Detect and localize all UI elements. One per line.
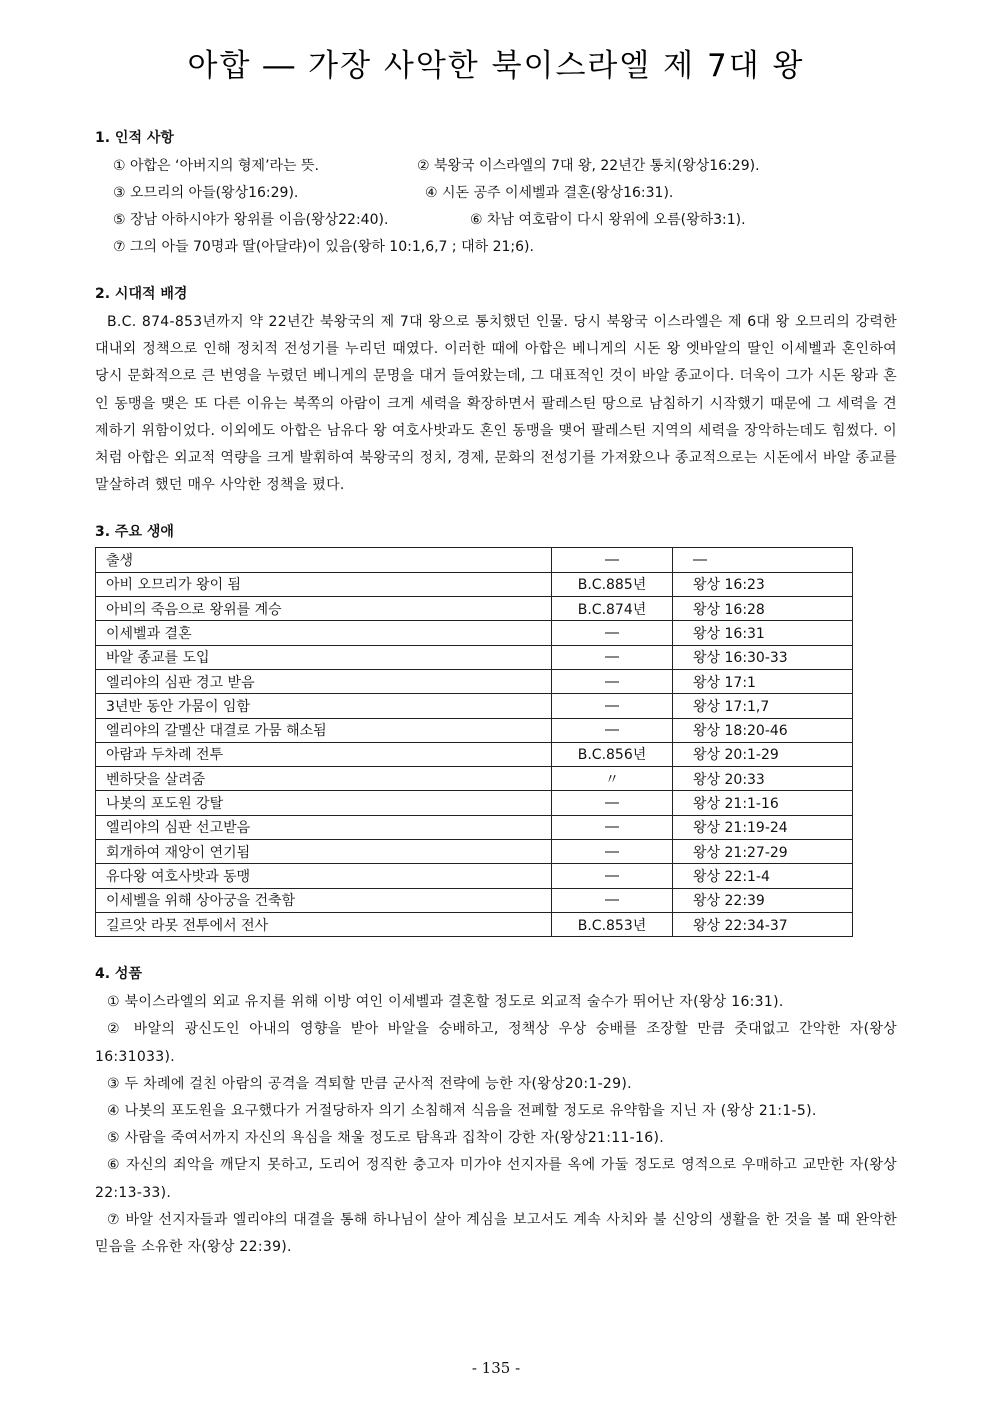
table-row	[96, 791, 853, 815]
event-cell: 아람과 두차례 전투	[96, 742, 552, 766]
table-row	[96, 742, 853, 766]
reference-cell: 왕상 22:39	[673, 888, 853, 912]
character-item: ⑥ 자신의 죄악을 깨닫지 못하고, 도리어 정직한 충고자 미가야 선지자를 옥에 가둘 정도로 영적으로 우매하고 교만한 자(왕상22:13-33).	[95, 1157, 897, 1201]
reference-cell: 왕상 16:30-33	[673, 645, 853, 669]
reference-cell: 왕상 20:1-29	[673, 742, 853, 766]
year-cell: ―	[552, 791, 673, 815]
year-cell: B.C.856년	[552, 742, 673, 766]
page-number: - 135 -	[471, 1359, 521, 1377]
event-cell: 나봇의 포도원 강탈	[96, 791, 552, 815]
year-cell: ―	[552, 718, 673, 742]
table-row	[96, 888, 853, 912]
character-item: ⑦ 바알 선지자들과 엘리야의 대결을 통해 하나님이 살아 계심을 보고서도 계속 사치와 불 신앙의 생활을 한 것을 볼 때 완악한 믿음을 소유한 자(왕상 22:39).	[95, 1211, 897, 1255]
table-row	[96, 767, 853, 791]
table-row	[96, 718, 853, 742]
info-item: ⑤ 장남 아하시야가 왕위를 이음(왕상22:40).	[113, 212, 389, 228]
character-item: ③ 두 차례에 걸친 아람의 공격을 격퇴할 만큼 군사적 전략에 능한 자(왕상20:1-29).	[107, 1075, 632, 1092]
table-row	[96, 912, 853, 936]
document-page	[95, 40, 897, 1261]
event-cell: 엘리야의 심판 경고 받음	[96, 669, 552, 693]
year-cell: B.C.874년	[552, 597, 673, 621]
reference-cell: 왕상 22:1-4	[673, 864, 853, 888]
table-row	[96, 621, 853, 645]
background-paragraph: B.C. 874-853년까지 약 22년간 북왕국의 제 7대 왕으로 통치했던 인물. 당시 북왕국 이스라엘은 제 6대 왕 오므리의 강력한 대내외 정책으로 인해 정치적 전성기를 누리던 때였다. 이러한 때에 아합은 베니게의 시돈 왕 엣바알의 딸인 이세벨과 혼인하여 당시 문화적으로 큰 번영을 누렸던 베니게의 문명을 대거 들여왔는데, 그 대표적인 것이 바알 종교이다. 더욱이 그가 시돈 왕과 혼인 동맹을 맺은 또 다른 이유는 북쪽의 아람이 크게 세력을 확장하면서 팔레스틴 땅으로 남침하기 시작했기 때문에 그 세력을 견제하기 위함이었다. 이외에도 아합은 남유다 왕 여호사밧과도 혼인 동맹을 맺어 팔레스틴 지역의 세력을 장악하는데도 힘썼다. 이처럼 아합은 외교적 역량을 크게 발휘하여 북왕국의 정치, 경제, 문화의 전성기를 가져왔으나 종교적으로는 시돈에서 바알 종교를 말살하려 했던 매우 사악한 정책을 폈다.	[95, 314, 897, 494]
info-item: ② 북왕국 이스라엘의 7대 왕, 22년간 통치(왕상16:29).	[417, 158, 760, 174]
section-heading-character: 4. 성품	[95, 966, 142, 983]
character-item: ④ 나봇의 포도원을 요구했다가 거절당하자 의기 소침해져 식음을 전폐할 정도로 유약함을 지닌 자 (왕상 21:1-5).	[107, 1102, 817, 1119]
info-row-2	[95, 180, 897, 207]
table-row	[96, 597, 853, 621]
year-cell: ―	[552, 645, 673, 669]
table-row	[96, 548, 853, 572]
event-cell: 길르앗 라못 전투에서 전사	[96, 912, 552, 936]
reference-cell: 왕상 17:1,7	[673, 694, 853, 718]
info-row-3	[95, 207, 897, 234]
event-cell: 3년반 동안 가뭄이 임함	[96, 694, 552, 718]
year-cell: ―	[552, 888, 673, 912]
year-cell: ―	[552, 548, 673, 572]
character-item: ② 바알의 광신도인 아내의 영향을 받아 바알을 숭배하고, 정책상 우상 숭배를 조장할 만큼 줏대없고 간악한 자(왕상16:31033).	[95, 1021, 897, 1065]
info-item: ⑥ 차남 여호람이 다시 왕위에 오름(왕하3:1).	[470, 212, 746, 228]
year-cell: ―	[552, 669, 673, 693]
year-cell: ―	[552, 839, 673, 863]
year-cell: ―	[552, 694, 673, 718]
table-row	[96, 669, 853, 693]
event-cell: 이세벨을 위해 상아궁을 건축함	[96, 888, 552, 912]
reference-cell: 왕상 18:20-46	[673, 718, 853, 742]
table-row	[96, 864, 853, 888]
section-heading-personal: 1. 인적 사항	[95, 130, 174, 146]
year-cell: ―	[552, 621, 673, 645]
reference-cell: 왕상 21:27-29	[673, 839, 853, 863]
event-cell: 출생	[96, 548, 552, 572]
info-item: ⑦ 그의 아들 70명과 딸(아달랴)이 있음(왕하 10:1,6,7 ; 대하 21;6).	[113, 239, 534, 255]
table-row	[96, 694, 853, 718]
event-cell: 회개하여 재앙이 연기됨	[96, 839, 552, 863]
character-item: ① 북이스라엘의 외교 유지를 위해 이방 여인 이세벨과 결혼할 정도로 외교적 술수가 뛰어난 자(왕상 16:31).	[107, 994, 784, 1011]
reference-cell: 왕상 16:23	[673, 572, 853, 596]
info-item: ④ 시돈 공주 이세벨과 결혼(왕상16:31).	[425, 185, 674, 201]
reference-cell: 왕상 21:1-16	[673, 791, 853, 815]
reference-cell: ―	[673, 548, 853, 572]
event-cell: 유다왕 여호사밧과 동맹	[96, 864, 552, 888]
event-cell: 벤하닷을 살려줌	[96, 767, 552, 791]
event-cell: 바알 종교를 도입	[96, 645, 552, 669]
year-cell: ―	[552, 815, 673, 839]
life-events-table	[95, 547, 853, 937]
info-item: ① 아합은 ‘아버지의 형제’라는 뜻.	[113, 158, 319, 174]
event-cell: 아비 오므리가 왕이 됨	[96, 572, 552, 596]
table-row	[96, 839, 853, 863]
reference-cell: 왕상 16:31	[673, 621, 853, 645]
table-row	[96, 645, 853, 669]
section-heading-life: 3. 주요 생애	[95, 524, 174, 541]
page-title: 아합 ― 가장 사악한 북이스라엘 제 7대 왕	[187, 48, 805, 84]
event-cell: 아비의 죽음으로 왕위를 계승	[96, 597, 552, 621]
reference-cell: 왕상 20:33	[673, 767, 853, 791]
table-row	[96, 815, 853, 839]
character-list	[95, 989, 897, 1261]
reference-cell: 왕상 21:19-24	[673, 815, 853, 839]
table-row	[96, 572, 853, 596]
year-cell: ―	[552, 864, 673, 888]
section-heading-background: 2. 시대적 배경	[95, 286, 188, 302]
event-cell: 이세벨과 결혼	[96, 621, 552, 645]
event-cell: 엘리야의 갈멜산 대결로 가뭄 해소됨	[96, 718, 552, 742]
reference-cell: 왕상 17:1	[673, 669, 853, 693]
event-cell: 엘리야의 심판 선고받음	[96, 815, 552, 839]
info-row-1	[95, 153, 897, 180]
reference-cell: 왕상 16:28	[673, 597, 853, 621]
info-row-4	[95, 234, 897, 261]
year-cell: 〃	[552, 767, 673, 791]
reference-cell: 왕상 22:34-37	[673, 912, 853, 936]
year-cell: B.C.885년	[552, 572, 673, 596]
year-cell: B.C.853년	[552, 912, 673, 936]
info-item: ③ 오므리의 아들(왕상16:29).	[113, 185, 299, 201]
character-item: ⑤ 사람을 죽여서까지 자신의 욕심을 채울 정도로 탐욕과 집착이 강한 자(왕상21:11-16).	[107, 1130, 664, 1147]
